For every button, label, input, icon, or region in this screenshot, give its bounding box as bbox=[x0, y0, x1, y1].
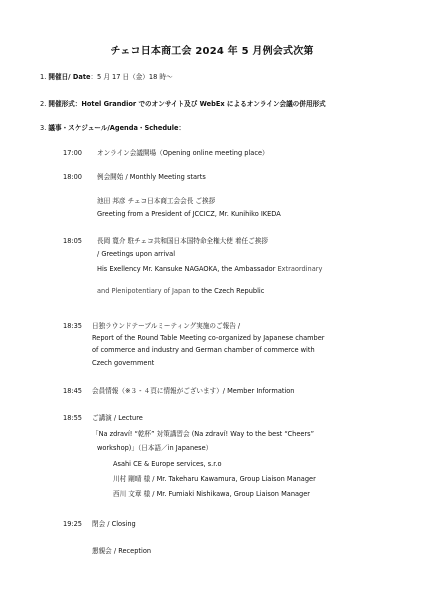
section-format bbox=[40, 100, 326, 109]
schedule-time: 18:55 bbox=[63, 414, 83, 422]
format-text: 開催形式：Hotel Grandior でのオンサイト及び WebEx によるオンライン会議の併用形式 bbox=[48, 100, 326, 108]
schedule-item-opening: オンライン会議開場（Opening online meeting place） bbox=[97, 149, 269, 157]
schedule-subline: 「Na zdraví! “乾杯” 対策講習会 (Na zdraví! Way to the best “Cheers” bbox=[92, 430, 314, 438]
schedule-item-closing: 閉会 / Closing bbox=[92, 520, 136, 528]
schedule-item-ambassador: 長岡 寛介 駐チェコ共和国日本国特命全権大使 着任ご挨拶 bbox=[97, 237, 268, 245]
schedule-time: 18:05 bbox=[63, 237, 83, 245]
schedule-subline: 西川 文章 様 / Mr. Fumiaki Nishikawa, Group Liaison Manager bbox=[113, 490, 310, 498]
schedule-subline: 池田 邦彦 チェコ日本商工会会長 ご挨拶 bbox=[97, 197, 216, 205]
section-number: 3. bbox=[40, 124, 47, 132]
ambassador-title-part: and Plenipotentiary of Japan bbox=[97, 287, 193, 295]
schedule-subline: of commerce and industry and German chamber of commerce with bbox=[92, 346, 315, 354]
schedule-time: 18:35 bbox=[63, 322, 83, 330]
section-number: 1. bbox=[40, 73, 47, 81]
schedule-item-lecture: ご講演 / Lecture bbox=[92, 414, 143, 422]
program-heading: 議事・スケジュール/Agenda・Schedule： bbox=[48, 124, 186, 132]
schedule-item-member-info: 会員情報（※３ - ４頁に情報がございます）/ Member Information bbox=[92, 387, 295, 395]
ambassador-country: to the Czech Republic bbox=[192, 287, 265, 295]
schedule-subline: Greeting from a President of JCCICZ, Mr. Kunihiko IKEDA bbox=[97, 210, 281, 218]
date-value: ：5 月 17 日（金）18 時～ bbox=[90, 73, 173, 81]
ambassador-title-part: Extraordinary bbox=[277, 265, 323, 273]
schedule-subline: 川村 剛晴 様 / Mr. Takeharu Kawamura, Group Liaison Manager bbox=[113, 475, 316, 483]
schedule-subline: Asahi CE & Europe services, s.r.o bbox=[113, 460, 222, 468]
schedule-item-roundtable: 日独ラウンドテーブルミーティング実施のご報告 / bbox=[92, 322, 241, 330]
schedule-time: 18:45 bbox=[63, 387, 83, 395]
schedule-subline: workshop)」（日本語／in Japanese） bbox=[97, 444, 213, 452]
schedule-time: 18:00 bbox=[63, 173, 83, 181]
date-label: 開催日/ Date bbox=[48, 73, 91, 81]
schedule-time: 19:25 bbox=[63, 520, 83, 528]
section-number: 2. bbox=[40, 100, 47, 108]
schedule-subline: Czech government bbox=[92, 359, 155, 367]
schedule-subline: Report of the Round Table Meeting co-organized by Japanese chamber bbox=[92, 334, 325, 342]
ambassador-name: His Exellency Mr. Kansuke NAGAOKA, the Ambassador bbox=[97, 265, 278, 273]
schedule-item-reception: 懇親会 / Reception bbox=[92, 547, 152, 555]
schedule-subline bbox=[97, 287, 264, 296]
schedule-time: 17:00 bbox=[63, 149, 83, 157]
section-program bbox=[40, 124, 185, 133]
section-date bbox=[40, 73, 173, 82]
page-title: チェコ日本商工会 2024 年 5 月例会式次第 bbox=[110, 46, 314, 57]
schedule-subline: / Greetings upon arrival bbox=[97, 250, 176, 258]
schedule-item-meeting-start: 例会開始 / Monthly Meeting starts bbox=[97, 173, 206, 181]
schedule-subline bbox=[97, 265, 322, 274]
